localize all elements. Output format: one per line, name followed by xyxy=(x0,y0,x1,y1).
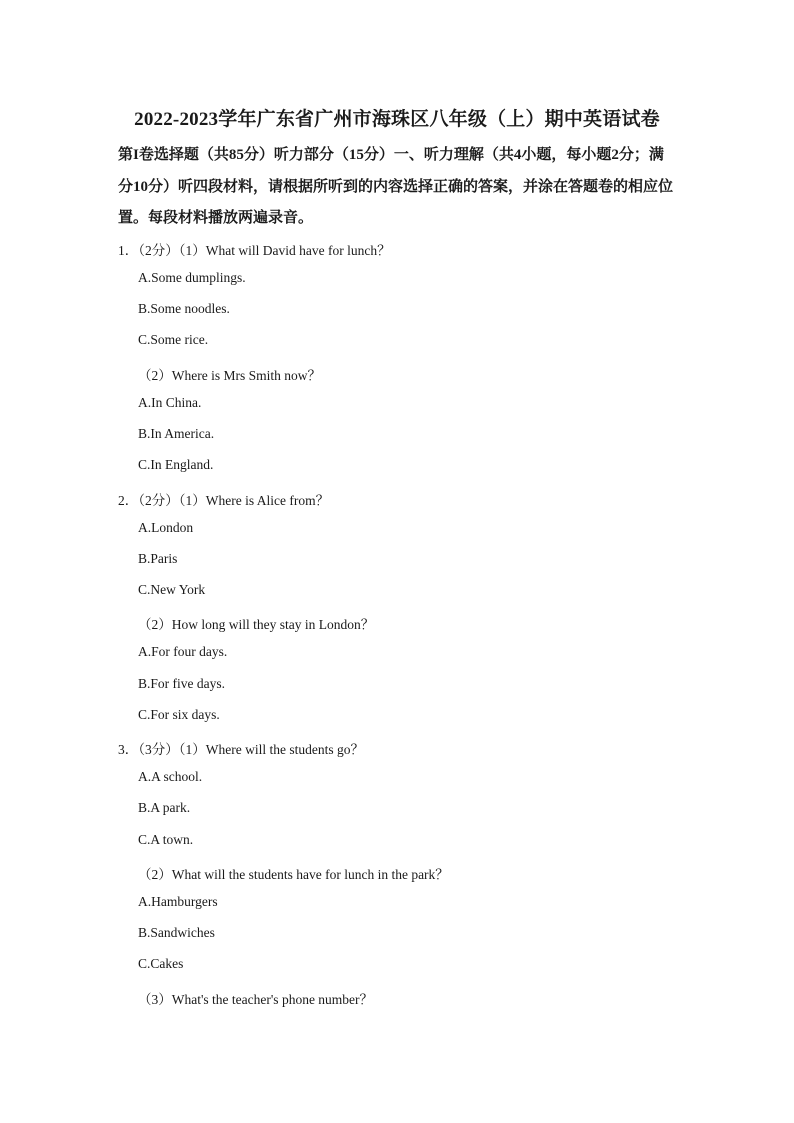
question-3-heading: 3．（3分）（1）Where will the students go？ xyxy=(118,742,364,757)
question-3-sub-2-option-a: A.Hamburgers xyxy=(138,894,218,909)
question-3-sub-2-option-c: C.Cakes xyxy=(138,956,184,971)
question-1-option-a: A.Some dumplings. xyxy=(138,270,246,285)
question-2-sub-2-option-c: C.For six days. xyxy=(138,707,220,722)
question-1-heading: 1．（2分）（1）What will David have for lunch？ xyxy=(118,243,391,258)
question-3-option-b: B.A park. xyxy=(138,800,191,815)
question-3-sub-2: （2）What will the students have for lunch in the park？ xyxy=(138,867,449,882)
question-2-sub-2-option-b: B.For five days. xyxy=(138,676,225,691)
question-1-sub-2-option-c: C.In England. xyxy=(138,457,214,472)
section-instructions: 第I卷选择题（共85分）听力部分（15分）一、听力理解（共4小题，每小题2分；满分10分）听四段材料，请根据所听到的内容选择正确的答案，并涂在答题卷的相应位置。每段材料播放两遍录音。 xyxy=(118,147,674,226)
question-3-sub-2-option-b: B.Sandwiches xyxy=(138,925,215,940)
page-title: 2022-2023学年广东省广州市海珠区八年级（上）期中英语试卷 xyxy=(134,109,660,130)
question-1-option-b: B.Some noodles. xyxy=(138,301,230,316)
question-3-sub-3: （3）What's the teacher's phone number？ xyxy=(138,992,374,1007)
question-2-sub-2: （2）How long will they stay in London？ xyxy=(138,617,375,632)
question-2-heading: 2．（2分）（1）Where is Alice from？ xyxy=(118,493,330,508)
question-2-option-b: B.Paris xyxy=(138,551,178,566)
question-1-option-c: C.Some rice. xyxy=(138,332,209,347)
question-3-option-c: C.A town. xyxy=(138,832,194,847)
question-1-sub-2-option-b: B.In America. xyxy=(138,426,215,441)
question-2-option-a: A.London xyxy=(138,520,194,535)
question-3-option-a: A.A school. xyxy=(138,769,203,784)
question-1-sub-2: （2）Where is Mrs Smith now？ xyxy=(138,368,321,383)
question-2-option-c: C.New York xyxy=(138,582,206,597)
question-1-sub-2-option-a: A.In China. xyxy=(138,395,202,410)
question-2-sub-2-option-a: A.For four days. xyxy=(138,644,228,659)
